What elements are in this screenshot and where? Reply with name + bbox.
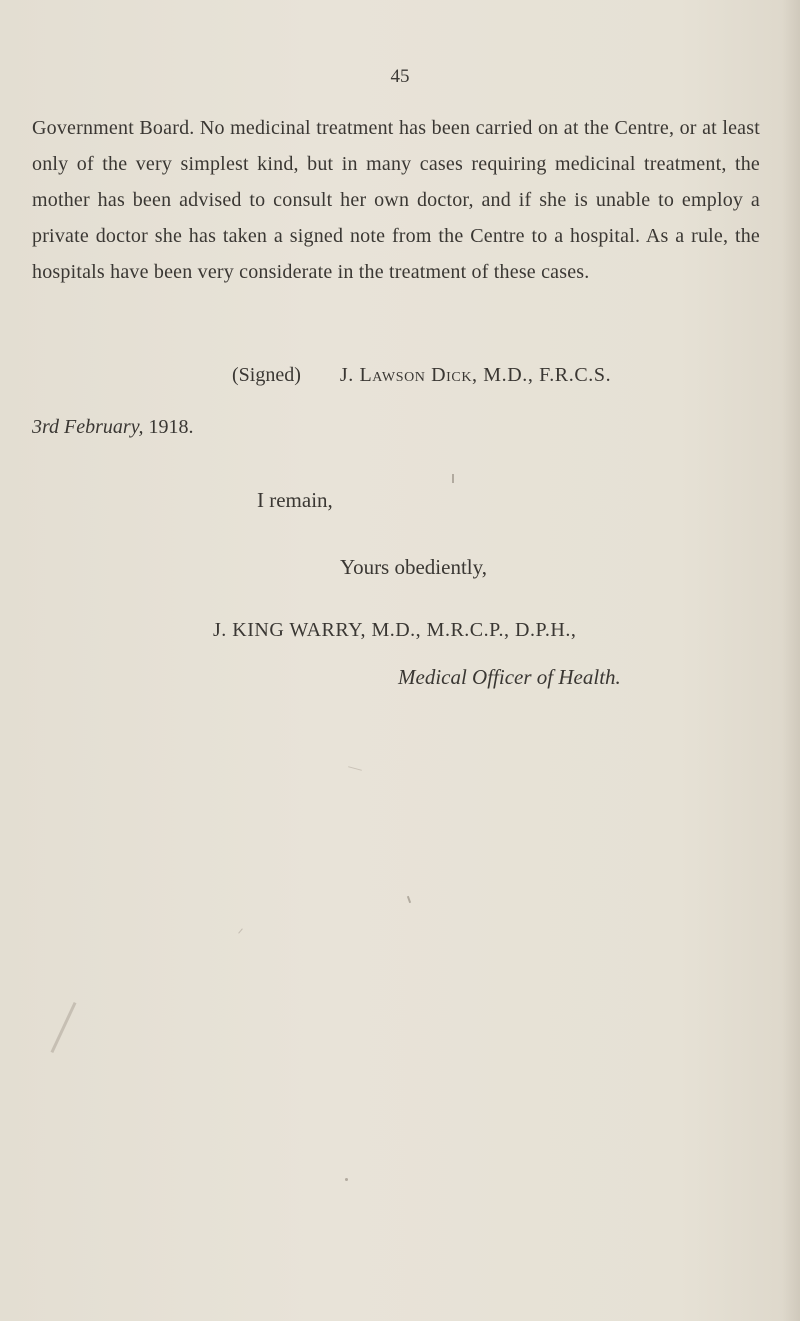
paper-speck — [345, 1178, 348, 1181]
signature-line — [232, 364, 611, 387]
closing-yours-obediently: Yours obediently, — [340, 555, 488, 579]
paper-speck — [51, 1002, 77, 1053]
signed-label: (Signed) — [232, 364, 301, 386]
page-number: 45 — [390, 66, 410, 87]
letter-body-paragraph: Government Board. No medicinal treatment has been carried on at the Centre, or at least only of the very simplest kind, but in many cases requiring medicinal treatment, the mother has been advised to consult her own doctor, and if she is unable to employ a private doctor she has taken a signed note from the Centre to a hospital. As a rule, the hospitals have been very considerate in the treatment of these cases. — [32, 117, 760, 283]
closing-remain: I remain, — [257, 488, 333, 512]
paper-speck — [348, 766, 362, 771]
letter-date-year: 1918. — [148, 416, 194, 438]
letter-date-day-month: 3rd February, — [32, 416, 144, 438]
paper-speck — [452, 474, 454, 483]
paper-speck — [238, 928, 243, 933]
signer-name: J. Lawson Dick, M.D., F.R.C.S. — [339, 364, 612, 386]
officer-name: J. KING WARRY, M.D., M.R.C.P., D.P.H., — [213, 619, 577, 641]
officer-title: Medical Officer of Health. — [398, 665, 621, 689]
page-edge-shadow — [782, 0, 800, 1321]
paper-speck — [407, 896, 411, 903]
letter-date — [32, 416, 193, 439]
